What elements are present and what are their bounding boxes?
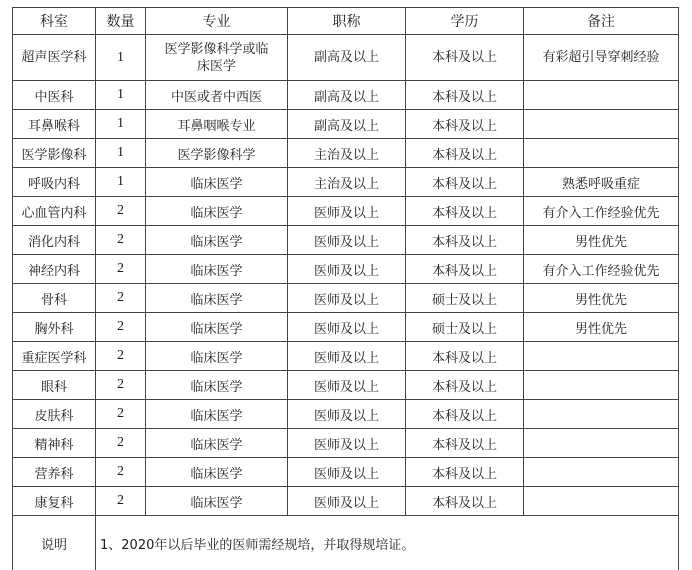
cell-quantity: 2: [96, 371, 146, 400]
cell-education: 本科及以上: [406, 458, 524, 487]
cell-department: 医学影像科: [13, 139, 96, 168]
cell-major: 中医或者中西医: [146, 81, 288, 110]
cell-remarks: 男性优先: [524, 226, 679, 255]
cell-education: 本科及以上: [406, 255, 524, 284]
cell-major: 临床医学: [146, 400, 288, 429]
cell-department: 耳鼻喉科: [13, 110, 96, 139]
table-row: [13, 342, 679, 371]
cell-quantity: 1: [96, 139, 146, 168]
cell-remarks: 有彩超引导穿刺经验: [524, 35, 679, 81]
cell-education: 本科及以上: [406, 168, 524, 197]
cell-remarks: 男性优先: [524, 313, 679, 342]
recruitment-table: [12, 7, 679, 570]
cell-remarks: [524, 429, 679, 458]
cell-department: 精神科: [13, 429, 96, 458]
cell-department: 心血管内科: [13, 197, 96, 226]
cell-education: 本科及以上: [406, 226, 524, 255]
cell-education: 本科及以上: [406, 400, 524, 429]
cell-title: 副高及以上: [288, 35, 406, 81]
cell-department: 中医科: [13, 81, 96, 110]
cell-title: 医师及以上: [288, 255, 406, 284]
cell-quantity: 1: [96, 110, 146, 139]
cell-department: 营养科: [13, 458, 96, 487]
cell-education: 本科及以上: [406, 342, 524, 371]
cell-quantity: 2: [96, 226, 146, 255]
cell-major: 临床医学: [146, 226, 288, 255]
cell-major: 临床医学: [146, 342, 288, 371]
note-text: 1、2020年以后毕业的医师需经规培，并取得规培证。: [96, 516, 679, 570]
cell-remarks: 男性优先: [524, 284, 679, 313]
cell-quantity: 2: [96, 400, 146, 429]
cell-education: 硕士及以上: [406, 313, 524, 342]
cell-education: 本科及以上: [406, 429, 524, 458]
cell-remarks: [524, 81, 679, 110]
table-row: [13, 139, 679, 168]
table-row: [13, 429, 679, 458]
table-row: [13, 487, 679, 516]
cell-quantity: 1: [96, 168, 146, 197]
cell-title: 医师及以上: [288, 313, 406, 342]
cell-remarks: [524, 371, 679, 400]
cell-department: 重症医学科: [13, 342, 96, 371]
cell-major: 医学影像科学: [146, 139, 288, 168]
table-row: [13, 168, 679, 197]
table-row: [13, 313, 679, 342]
cell-education: 本科及以上: [406, 110, 524, 139]
cell-title: 副高及以上: [288, 110, 406, 139]
table-row: [13, 110, 679, 139]
cell-major: 临床医学: [146, 255, 288, 284]
cell-major: 临床医学: [146, 371, 288, 400]
cell-department: 超声医学科: [13, 35, 96, 81]
table-row: [13, 371, 679, 400]
cell-remarks: [524, 400, 679, 429]
cell-remarks: [524, 458, 679, 487]
cell-quantity: 2: [96, 284, 146, 313]
cell-title: 医师及以上: [288, 284, 406, 313]
cell-quantity: 1: [96, 35, 146, 81]
cell-major: 临床医学: [146, 487, 288, 516]
cell-department: 康复科: [13, 487, 96, 516]
cell-major: 临床医学: [146, 284, 288, 313]
header-department: 科室: [13, 8, 96, 35]
cell-remarks: 有介入工作经验优先: [524, 197, 679, 226]
cell-major: 医学影像科学或临床医学: [146, 35, 288, 81]
cell-quantity: 2: [96, 342, 146, 371]
cell-quantity: 2: [96, 255, 146, 284]
cell-quantity: 2: [96, 487, 146, 516]
table-row: [13, 226, 679, 255]
cell-education: 本科及以上: [406, 487, 524, 516]
table-row: [13, 400, 679, 429]
cell-major: 临床医学: [146, 313, 288, 342]
cell-title: 医师及以上: [288, 400, 406, 429]
cell-remarks: [524, 342, 679, 371]
cell-education: 本科及以上: [406, 197, 524, 226]
table-row: [13, 255, 679, 284]
cell-remarks: [524, 110, 679, 139]
cell-title: 医师及以上: [288, 429, 406, 458]
table-row: [13, 81, 679, 110]
cell-major: 耳鼻咽喉专业: [146, 110, 288, 139]
cell-title: 医师及以上: [288, 226, 406, 255]
cell-quantity: 2: [96, 429, 146, 458]
cell-title: 医师及以上: [288, 487, 406, 516]
cell-major: 临床医学: [146, 197, 288, 226]
cell-title: 医师及以上: [288, 371, 406, 400]
cell-major: 临床医学: [146, 168, 288, 197]
header-quantity: 数量: [96, 8, 146, 35]
table-row: [13, 284, 679, 313]
cell-education: 本科及以上: [406, 81, 524, 110]
cell-title: 医师及以上: [288, 458, 406, 487]
cell-remarks: 熟悉呼吸重症: [524, 168, 679, 197]
cell-department: 呼吸内科: [13, 168, 96, 197]
cell-education: 本科及以上: [406, 371, 524, 400]
table-row: [13, 458, 679, 487]
cell-major: 临床医学: [146, 458, 288, 487]
note-label: 说明: [13, 516, 96, 570]
cell-remarks: [524, 139, 679, 168]
header-row: [13, 8, 679, 35]
cell-quantity: 1: [96, 81, 146, 110]
cell-title: 主治及以上: [288, 139, 406, 168]
cell-title: 医师及以上: [288, 342, 406, 371]
header-remarks: 备注: [524, 8, 679, 35]
cell-title: 副高及以上: [288, 81, 406, 110]
cell-education: 本科及以上: [406, 35, 524, 81]
header-title: 职称: [288, 8, 406, 35]
cell-quantity: 2: [96, 313, 146, 342]
cell-remarks: 有介入工作经验优先: [524, 255, 679, 284]
cell-education: 本科及以上: [406, 139, 524, 168]
header-education: 学历: [406, 8, 524, 35]
cell-department: 胸外科: [13, 313, 96, 342]
cell-quantity: 2: [96, 458, 146, 487]
cell-remarks: [524, 487, 679, 516]
cell-major: 临床医学: [146, 429, 288, 458]
cell-department: 消化内科: [13, 226, 96, 255]
header-major: 专业: [146, 8, 288, 35]
cell-department: 皮肤科: [13, 400, 96, 429]
table-row: [13, 35, 679, 81]
cell-education: 硕士及以上: [406, 284, 524, 313]
cell-department: 神经内科: [13, 255, 96, 284]
cell-title: 主治及以上: [288, 168, 406, 197]
note-row: [13, 516, 679, 570]
cell-title: 医师及以上: [288, 197, 406, 226]
table-row: [13, 197, 679, 226]
cell-department: 眼科: [13, 371, 96, 400]
cell-department: 骨科: [13, 284, 96, 313]
cell-quantity: 2: [96, 197, 146, 226]
